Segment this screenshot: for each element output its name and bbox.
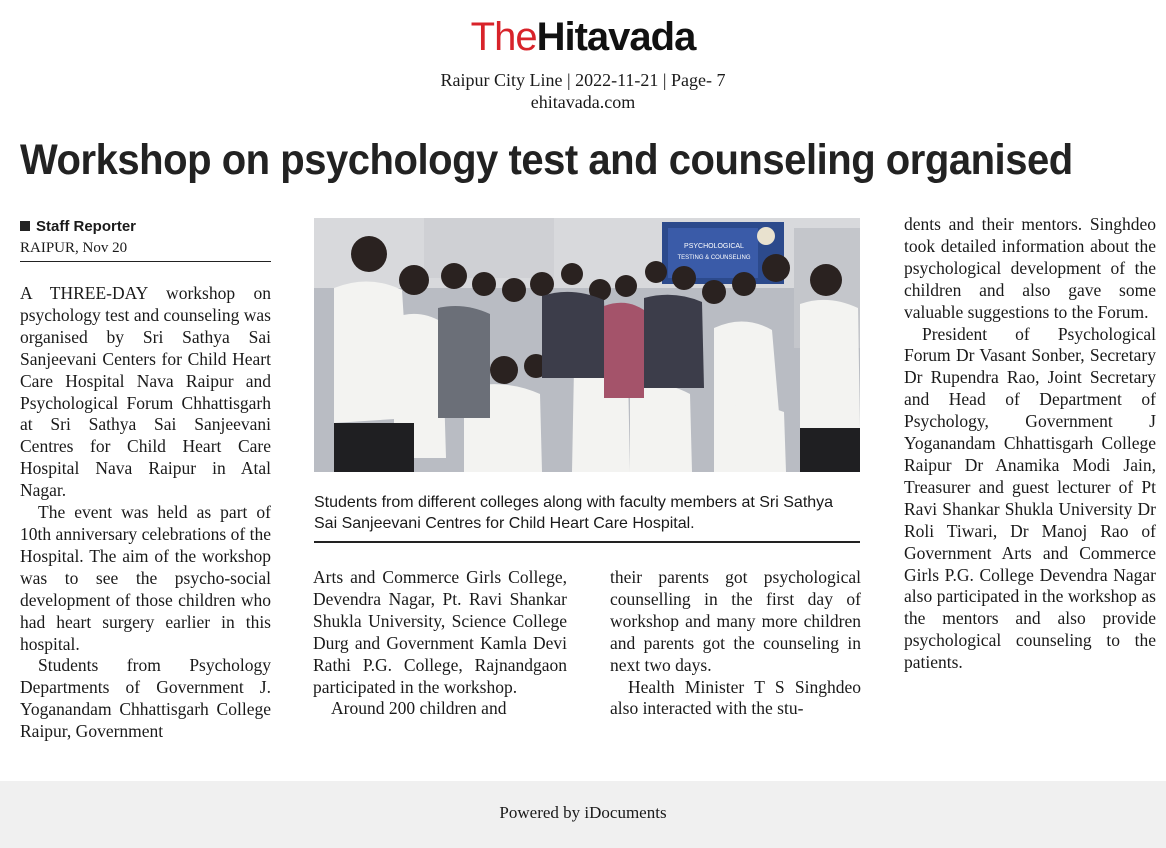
- banner-text: PSYCHOLOGICAL: [684, 243, 744, 250]
- dateline: RAIPUR, Nov 20: [20, 239, 271, 262]
- square-bullet-icon: [20, 221, 30, 231]
- article-column-2: [313, 567, 567, 720]
- paragraph: President of Psychological Forum Dr Vasant Sonber, Secretary Dr Rupendra Rao, Joint Secretary and Head of Department of Psychology, Government J Yoganandam Chhattisgarh College Raipur Dr Anamika Modi Jain, Treasurer and guest lecturer of Pt Ravi Shankar Shukla University Dr Roli Tiwari, Dr Manoj Rao of Government Arts and Commerce Girls P.G. College Devendra Nagar also participated in the workshop as the mentors and also provide psychological counseling to the patients.: [904, 323, 1156, 673]
- article-column-3: [610, 567, 861, 720]
- masthead: [0, 14, 1166, 113]
- paragraph: their parents got psychological counselling in the first day of workshop and many more children and parents got the counseling in next two days.: [610, 567, 861, 675]
- article-headline: Workshop on psychology test and counseling organised: [20, 136, 1073, 184]
- article-photo: [314, 218, 860, 472]
- paragraph: dents and their mentors. Singhdeo took detailed information about the psychological development of the children and also gave some valuable suggestions to the Forum.: [904, 214, 1156, 322]
- paragraph: A THREE-DAY workshop on psychology test and counseling was organised by Sri Sathya Sai Sanjeevani Centers for Child Heart Care Hospital Nava Raipur and Psychological Forum Chhattisgarh at Sri Sathya Sai Sanjeevani Centres for Child Heart Care Hospital Nava Raipur in Atal Nagar.: [20, 283, 271, 501]
- paragraph: Health Minister T S Singhdeo also interacted with the stu-: [610, 676, 861, 719]
- newspaper-logo: TheHitavada: [470, 15, 696, 59]
- paragraph: Around 200 children and: [331, 698, 507, 719]
- article-column-4: [904, 214, 1156, 674]
- article-column-1: [20, 283, 271, 743]
- footer-bar: [0, 781, 1166, 848]
- photo-caption: Students from different colleges along with faculty members at Sri Sathya Sai Sanjeevani Centres for Child Heart Care Hospital.: [314, 492, 860, 543]
- powered-by-text: Powered by iDocuments: [499, 803, 667, 822]
- byline: [20, 218, 271, 262]
- banner-text: TESTING & COUNSELING: [677, 255, 751, 261]
- reporter-name: Staff Reporter: [20, 218, 271, 236]
- website-link[interactable]: ehitavada.com: [530, 92, 636, 112]
- paragraph: Students from Psychology Departments of Government J. Yoganandam Chhattisgarh College Raipur, Government: [20, 655, 271, 742]
- paragraph: Arts and Commerce Girls College, Devendra Nagar, Pt. Ravi Shankar Shukla University, Science College Durg and Government Kamla Devi Rathi P.G. College, Rajnandgaon participated in the workshop.: [313, 567, 567, 697]
- paragraph: The event was held as part of 10th anniversary celebrations of the Hospital. The aim of the workshop was to see the psycho-social development of those children who had heart surgery earlier in this hospital.: [20, 502, 271, 654]
- edition-line: Raipur City Line | 2022-11-21 | Page- 7: [440, 70, 726, 90]
